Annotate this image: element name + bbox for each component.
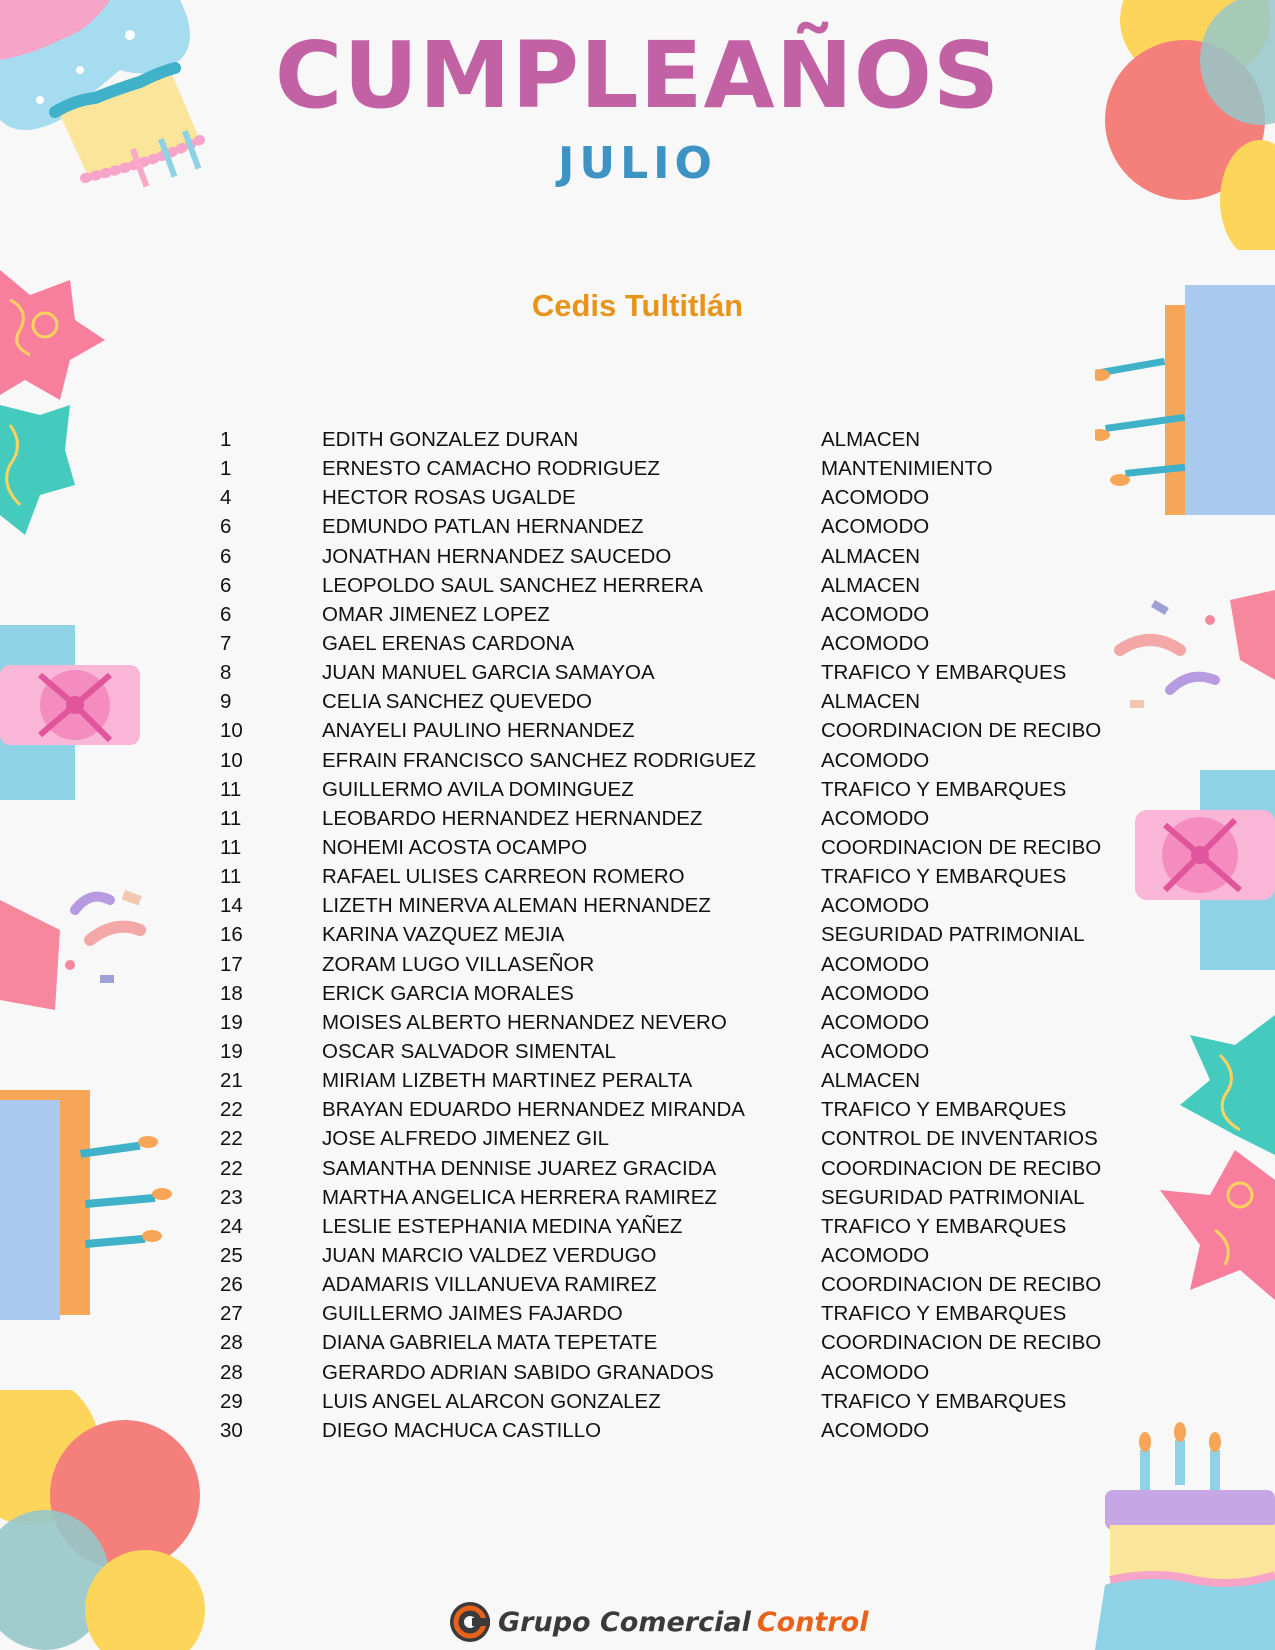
list-item [220,687,1120,716]
employee-department: ACOMODO [821,806,930,830]
birthday-day: 24 [220,1214,243,1238]
birthday-day: 17 [220,952,243,976]
employee-name: OMAR JIMENEZ LOPEZ [322,602,550,626]
list-item [220,775,1120,804]
employee-department: TRAFICO Y EMBARQUES [821,865,1067,889]
list-item [220,1416,1120,1445]
birthday-day: 10 [220,719,243,743]
list-item [220,512,1120,541]
list-item [220,920,1120,949]
employee-name: DIEGO MACHUCA CASTILLO [322,1418,602,1442]
list-item [220,1358,1120,1387]
employee-name: JONATHAN HERNANDEZ SAUCEDO [322,544,672,568]
employee-name: EDMUNDO PATLAN HERNANDEZ [322,515,644,539]
employee-department: CONTROL DE INVENTARIOS [821,1127,1098,1151]
employee-name: MARTHA ANGELICA HERRERA RAMIREZ [322,1185,717,1209]
employee-department: SEGURIDAD PATRIMONIAL [821,923,1085,947]
birthday-day: 6 [220,544,232,568]
employee-name: LEOBARDO HERNANDEZ HERNANDEZ [322,806,703,830]
list-item [220,1037,1120,1066]
star-illustration-left-2 [0,405,75,535]
birthday-day: 29 [220,1389,243,1413]
employee-department: ALMACEN [821,1069,921,1093]
employee-name: GERARDO ADRIAN SABIDO GRANADOS [322,1360,714,1384]
employee-name: LESLIE ESTEPHANIA MEDINA YAÑEZ [322,1214,683,1238]
list-item [220,425,1120,454]
employee-name: DIANA GABRIELA MATA TEPETATE [322,1331,658,1355]
employee-name: JUAN MANUEL GARCIA SAMAYOA [322,661,655,685]
employee-department: ACOMODO [821,894,930,918]
birthday-day: 30 [220,1418,243,1442]
birthday-day: 23 [220,1185,243,1209]
list-item [220,1328,1120,1357]
employee-department: ACOMODO [821,981,930,1005]
balloons-illustration-bottom-left [0,1390,210,1650]
employee-name: ERNESTO CAMACHO RODRIGUEZ [322,457,660,481]
birthday-day: 11 [220,806,242,830]
birthday-day: 11 [220,835,242,859]
employee-department: TRAFICO Y EMBARQUES [821,777,1067,801]
birthday-day: 14 [220,894,243,918]
birthday-day: 11 [220,777,242,801]
employee-name: GUILLERMO AVILA DOMINGUEZ [322,777,634,801]
employee-name: KARINA VAZQUEZ MEJIA [322,923,565,947]
birthday-day: 28 [220,1331,243,1355]
list-item [220,1299,1120,1328]
list-item [220,542,1120,571]
employee-department: TRAFICO Y EMBARQUES [821,1302,1067,1326]
cake-illustration-bottom-right [1095,1420,1275,1650]
employee-department: COORDINACION DE RECIBO [821,835,1102,859]
birthday-day: 6 [220,515,232,539]
company-logo [448,1600,868,1644]
employee-name: MOISES ALBERTO HERNANDEZ NEVERO [322,1010,727,1034]
employee-department: ALMACEN [821,573,921,597]
employee-department: COORDINACION DE RECIBO [821,719,1102,743]
employee-department: ACOMODO [821,486,930,510]
employee-department: ACOMODO [821,1360,930,1384]
birthday-day: 16 [220,923,243,947]
employee-department: ACOMODO [821,748,930,772]
list-item [220,1183,1120,1212]
birthday-day: 7 [220,631,232,655]
brand-name-part1: Grupo Comercial [498,1606,751,1638]
birthday-day: 6 [220,573,232,597]
employee-department: TRAFICO Y EMBARQUES [821,1098,1067,1122]
employee-department: COORDINACION DE RECIBO [821,1156,1102,1180]
employee-name: SAMANTHA DENNISE JUAREZ GRACIDA [322,1156,717,1180]
employee-name: ERICK GARCIA MORALES [322,981,574,1005]
gift-illustration-right [1130,770,1275,970]
employee-department: ACOMODO [821,1039,930,1063]
gift-illustration-left [0,605,145,805]
birthday-day: 27 [220,1302,243,1326]
employee-department: COORDINACION DE RECIBO [821,1273,1102,1297]
birthday-day: 22 [220,1098,243,1122]
employee-department: ALMACEN [821,544,921,568]
list-item [220,454,1120,483]
employee-name: LIZETH MINERVA ALEMAN HERNANDEZ [322,894,711,918]
page-title: CUMPLEAÑOS [274,22,1001,129]
employee-department: TRAFICO Y EMBARQUES [821,661,1067,685]
list-item [220,1124,1120,1153]
employee-name: GUILLERMO JAIMES FAJARDO [322,1302,623,1326]
list-item [220,716,1120,745]
employee-department: ACOMODO [821,1243,930,1267]
list-item [220,833,1120,862]
star-illustration-right-2 [1160,1150,1275,1300]
birthday-day: 1 [220,428,232,451]
employee-name: RAFAEL ULISES CARREON ROMERO [322,865,685,889]
employee-department: ACOMODO [821,952,930,976]
employee-name: ANAYELI PAULINO HERNANDEZ [322,719,635,743]
list-item [220,891,1120,920]
employee-department: ACOMODO [821,631,930,655]
list-item [220,1212,1120,1241]
employee-department: TRAFICO Y EMBARQUES [821,1389,1067,1413]
employee-name: MIRIAM LIZBETH MARTINEZ PERALTA [322,1069,693,1093]
list-item [220,979,1120,1008]
list-item [220,1154,1120,1183]
list-item [220,1095,1120,1124]
logo-icon [448,1600,492,1644]
employee-name: LEOPOLDO SAUL SANCHEZ HERRERA [322,573,703,597]
birthday-list [220,425,1120,1445]
employee-name: CELIA SANCHEZ QUEVEDO [322,690,592,714]
birthday-day: 10 [220,748,243,772]
month-subtitle: JULIO [558,138,717,189]
birthday-day: 26 [220,1273,243,1297]
list-item [220,600,1120,629]
employee-name: EDITH GONZALEZ DURAN [322,428,579,451]
employee-name: EFRAIN FRANCISCO SANCHEZ RODRIGUEZ [322,748,756,772]
list-item [220,950,1120,979]
birthday-day: 9 [220,690,232,714]
employee-department: ACOMODO [821,1010,930,1034]
confetti-illustration-right [1110,590,1275,735]
employee-name: LUIS ANGEL ALARCON GONZALEZ [322,1389,661,1413]
employee-name: BRAYAN EDUARDO HERNANDEZ MIRANDA [322,1098,745,1122]
employee-name: ADAMARIS VILLANUEVA RAMIREZ [322,1273,657,1297]
star-illustration-right-1 [1180,1015,1275,1155]
brand-name-part2: Control [756,1606,869,1638]
cake-illustration-left-bottom [0,1090,180,1320]
employee-name: JOSE ALFREDO JIMENEZ GIL [322,1127,610,1151]
employee-department: TRAFICO Y EMBARQUES [821,1214,1067,1238]
list-item [220,1008,1120,1037]
list-item [220,1270,1120,1299]
employee-department: MANTENIMIENTO [821,457,993,481]
employee-department: ACOMODO [821,602,930,626]
list-item [220,804,1120,833]
birthday-day: 8 [220,661,232,685]
list-item [220,571,1120,600]
employee-name: NOHEMI ACOSTA OCAMPO [322,835,588,859]
employee-name: JUAN MARCIO VALDEZ VERDUGO [322,1243,657,1267]
employee-department: ACOMODO [821,515,930,539]
birthday-day: 4 [220,486,232,510]
employee-name: HECTOR ROSAS UGALDE [322,486,576,510]
birthday-day: 19 [220,1010,243,1034]
list-item [220,862,1120,891]
birthday-day: 22 [220,1156,243,1180]
list-item [220,658,1120,687]
employee-name: GAEL ERENAS CARDONA [322,631,575,655]
list-item [220,746,1120,775]
birthday-day: 6 [220,602,232,626]
list-item [220,483,1120,512]
birthday-day: 22 [220,1127,243,1151]
birthday-day: 19 [220,1039,243,1063]
employee-department: ALMACEN [821,428,921,451]
list-item [220,1387,1120,1416]
birthday-day: 18 [220,981,243,1005]
birthday-day: 28 [220,1360,243,1384]
list-item [220,1066,1120,1095]
employee-department: SEGURIDAD PATRIMONIAL [821,1185,1085,1209]
birthday-day: 1 [220,457,232,481]
list-item [220,1241,1120,1270]
list-item [220,629,1120,658]
employee-department: COORDINACION DE RECIBO [821,1331,1102,1355]
birthday-day: 25 [220,1243,243,1267]
confetti-illustration-left [0,870,175,1010]
employee-department: ALMACEN [821,690,921,714]
employee-department: ACOMODO [821,1418,930,1442]
location-heading: Cedis Tultitlán [531,288,744,323]
birthday-day: 11 [220,865,242,889]
birthday-day: 21 [220,1069,243,1093]
employee-name: ZORAM LUGO VILLASEÑOR [322,952,595,976]
employee-name: OSCAR SALVADOR SIMENTAL [322,1039,616,1063]
